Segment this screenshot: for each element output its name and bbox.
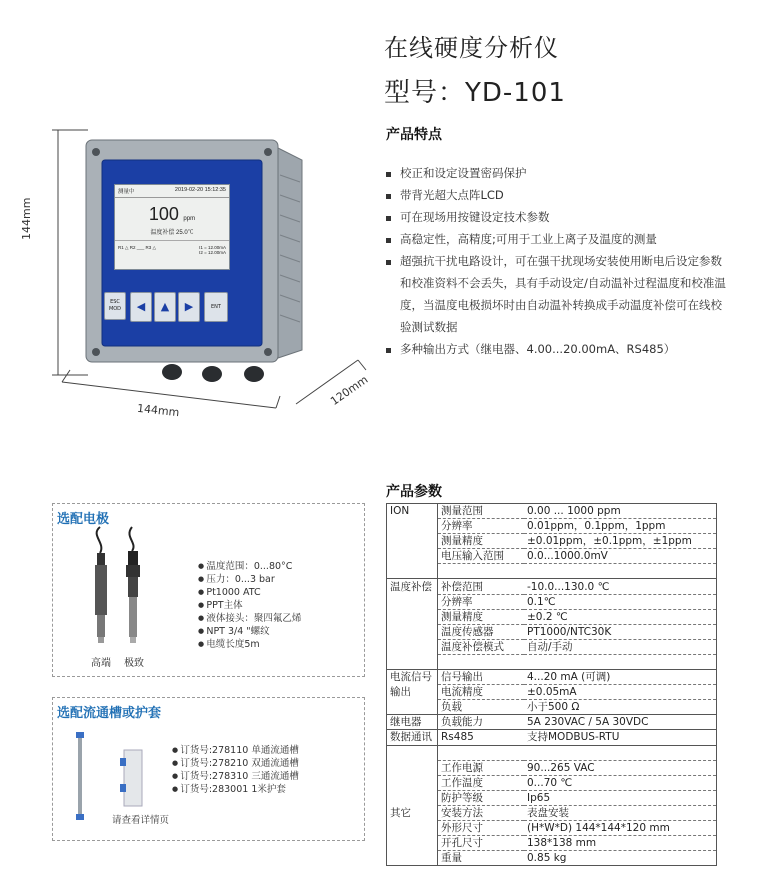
param-name bbox=[438, 745, 525, 760]
dim-width-label: 144mm bbox=[136, 401, 181, 420]
param-value: 138*138 mm bbox=[524, 836, 717, 851]
electrode-spec: ● Pt1000 ATC bbox=[198, 586, 301, 599]
param-value: 0.0...1000.0mV bbox=[524, 549, 717, 564]
features-heading: 产品特点 bbox=[386, 127, 442, 143]
flow-item: ● 订货号:278110 单通流通槽 bbox=[172, 744, 299, 757]
param-value: 0.1℃ bbox=[524, 594, 717, 609]
param-category: 输出 bbox=[387, 685, 438, 700]
param-row bbox=[387, 715, 717, 730]
features-list bbox=[386, 162, 726, 360]
param-category bbox=[387, 639, 438, 654]
param-name: 防护等级 bbox=[438, 790, 525, 805]
param-value: 自动/手动 bbox=[524, 639, 717, 654]
param-category bbox=[387, 790, 438, 805]
electrode-specs bbox=[198, 560, 301, 651]
left-button[interactable]: ◀ bbox=[130, 292, 152, 322]
param-value: 0...70 ℃ bbox=[524, 775, 717, 790]
param-name: 电压输入范围 bbox=[438, 549, 525, 564]
param-value bbox=[524, 745, 717, 760]
ent-button[interactable]: ENT bbox=[204, 292, 228, 322]
electrode-label-b: 极致 bbox=[124, 658, 144, 669]
param-name: 温度补偿模式 bbox=[438, 639, 525, 654]
right-button[interactable]: ▶ bbox=[178, 292, 200, 322]
param-row bbox=[387, 836, 717, 851]
feature-item: 高稳定性，高精度;可用于工业上离子及温度的测量 bbox=[386, 228, 726, 250]
lcd-datetime: 2019-02-20 15:12:35 bbox=[174, 187, 226, 193]
param-category bbox=[387, 609, 438, 624]
param-name: 外形尺寸 bbox=[438, 820, 525, 835]
param-name: 安装方法 bbox=[438, 805, 525, 820]
electrode-spec: ● 压力：0...3 bar bbox=[198, 573, 301, 586]
param-row bbox=[387, 519, 717, 534]
param-row bbox=[387, 760, 717, 775]
param-row bbox=[387, 685, 717, 700]
param-row bbox=[387, 534, 717, 549]
param-value: 支持MODBUS-RTU bbox=[524, 730, 717, 745]
param-name: 负载能力 bbox=[438, 715, 525, 730]
param-name: 工作电源 bbox=[438, 760, 525, 775]
param-row bbox=[387, 654, 717, 669]
param-name: 负载 bbox=[438, 700, 525, 715]
param-name: 分辨率 bbox=[438, 594, 525, 609]
dim-height-label: 144mm bbox=[20, 197, 33, 240]
param-row bbox=[387, 549, 717, 564]
electrode-spec: ● PPT主体 bbox=[198, 599, 301, 612]
product-title: 在线硬度分析仪 bbox=[384, 34, 559, 62]
param-category bbox=[387, 594, 438, 609]
flow-item: ● 订货号:283001 1米护套 bbox=[172, 783, 299, 796]
param-value: ±0.2 ℃ bbox=[524, 609, 717, 624]
param-category: 继电器 bbox=[387, 715, 438, 730]
param-value: ±0.05mA bbox=[524, 685, 717, 700]
flow-item: ● 订货号:278310 三通流通槽 bbox=[172, 770, 299, 783]
param-value: 0.00 ... 1000 ppm bbox=[524, 504, 717, 519]
param-row bbox=[387, 670, 717, 685]
param-row bbox=[387, 730, 717, 745]
param-name: 电流精度 bbox=[438, 685, 525, 700]
param-row bbox=[387, 745, 717, 760]
flow-cell-illustration bbox=[70, 728, 160, 824]
param-value: ±0.01ppm，±0.1ppm，±1ppm bbox=[524, 534, 717, 549]
electrode-title: 选配电极 bbox=[57, 512, 110, 527]
param-name: 分辨率 bbox=[438, 519, 525, 534]
lcd-screen bbox=[114, 184, 230, 270]
param-value: -10.0...130.0 ℃ bbox=[524, 579, 717, 594]
param-category bbox=[387, 564, 438, 579]
param-name: 信号输出 bbox=[438, 670, 525, 685]
param-row bbox=[387, 775, 717, 790]
flow-note: 请查看详情页 bbox=[112, 815, 170, 826]
param-category bbox=[387, 745, 438, 760]
param-row bbox=[387, 700, 717, 715]
lcd-out1: I1 = 12.00mA bbox=[199, 245, 226, 250]
esc-mod-button[interactable]: ESC MOD bbox=[104, 292, 126, 320]
param-row bbox=[387, 790, 717, 805]
param-name: 测量精度 bbox=[438, 534, 525, 549]
param-row bbox=[387, 851, 717, 866]
param-row bbox=[387, 609, 717, 624]
param-value: 90...265 VAC bbox=[524, 760, 717, 775]
feature-item: 多种输出方式（继电器、4.00...20.00mA、RS485） bbox=[386, 338, 726, 360]
flow-items bbox=[172, 744, 299, 796]
lcd-value: 100 bbox=[148, 204, 179, 224]
params-table bbox=[386, 503, 717, 866]
param-name: 重量 bbox=[438, 851, 525, 866]
param-category bbox=[387, 820, 438, 835]
param-row bbox=[387, 805, 717, 820]
param-value bbox=[524, 564, 717, 579]
param-value: PT1000/NTC30K bbox=[524, 624, 717, 639]
lcd-temp-label: 温度补偿 bbox=[150, 230, 175, 236]
param-category bbox=[387, 700, 438, 715]
param-row bbox=[387, 564, 717, 579]
param-name: 工作温度 bbox=[438, 775, 525, 790]
param-value: Ip65 bbox=[524, 790, 717, 805]
param-row bbox=[387, 639, 717, 654]
param-name: 开孔尺寸 bbox=[438, 836, 525, 851]
param-name: 补偿范围 bbox=[438, 579, 525, 594]
param-category: 数据通讯 bbox=[387, 730, 438, 745]
param-row bbox=[387, 579, 717, 594]
lcd-status: 测量中 bbox=[118, 189, 135, 195]
param-category bbox=[387, 549, 438, 564]
param-category bbox=[387, 534, 438, 549]
feature-item: 校正和设定设置密码保护 bbox=[386, 162, 726, 184]
param-category bbox=[387, 851, 438, 866]
param-category bbox=[387, 519, 438, 534]
param-value: 小于500 Ω bbox=[524, 700, 717, 715]
product-model: 型号：YD-101 bbox=[384, 78, 566, 108]
param-category bbox=[387, 775, 438, 790]
electrode-label-a: 高端 bbox=[91, 658, 111, 669]
feature-item: 可在现场用按键设定技术参数 bbox=[386, 206, 726, 228]
electrode-spec: ● 电缆长度5m bbox=[198, 638, 301, 651]
electrode-spec: ● 温度范围：0...80°C bbox=[198, 560, 301, 573]
param-value: (H*W*D) 144*144*120 mm bbox=[524, 820, 717, 835]
electrode-illustration bbox=[80, 525, 160, 655]
param-name: Rs485 bbox=[438, 730, 525, 745]
flow-title: 选配流通槽或护套 bbox=[57, 706, 162, 721]
param-category: ION bbox=[387, 504, 438, 519]
param-value: 0.01ppm，0.1ppm，1ppm bbox=[524, 519, 717, 534]
param-row bbox=[387, 624, 717, 639]
param-value: 5A 230VAC / 5A 30VDC bbox=[524, 715, 717, 730]
electrode-spec: ● NPT 3/4 "螺纹 bbox=[198, 625, 301, 638]
device-illustration bbox=[40, 120, 380, 430]
dim-depth-label: 120mm bbox=[328, 373, 371, 408]
param-category: 温度补偿 bbox=[387, 579, 438, 594]
lcd-out2: I2 = 12.00mA bbox=[199, 250, 226, 255]
up-button[interactable]: ▲ bbox=[154, 292, 176, 322]
param-value: 表盘安装 bbox=[524, 805, 717, 820]
param-value: 4...20 mA (可调) bbox=[524, 670, 717, 685]
param-category bbox=[387, 624, 438, 639]
param-category bbox=[387, 760, 438, 775]
param-row bbox=[387, 820, 717, 835]
param-category bbox=[387, 654, 438, 669]
lcd-temp-value: 25.0℃ bbox=[176, 230, 194, 236]
param-category: 其它 bbox=[387, 805, 438, 820]
param-name bbox=[438, 564, 525, 579]
param-row bbox=[387, 504, 717, 519]
param-name: 测量范围 bbox=[438, 504, 525, 519]
param-name: 温度传感器 bbox=[438, 624, 525, 639]
param-category bbox=[387, 836, 438, 851]
param-name bbox=[438, 654, 525, 669]
lcd-unit: ppm bbox=[183, 216, 196, 222]
electrode-spec: ● 液体接头：聚四氟乙烯 bbox=[198, 612, 301, 625]
param-category: 电流信号 bbox=[387, 670, 438, 685]
feature-item: 带背光超大点阵LCD bbox=[386, 184, 726, 206]
flow-item: ● 订货号:278210 双通流通槽 bbox=[172, 757, 299, 770]
param-name: 测量精度 bbox=[438, 609, 525, 624]
param-value: 0.85 kg bbox=[524, 851, 717, 866]
param-value bbox=[524, 654, 717, 669]
param-row bbox=[387, 594, 717, 609]
feature-item: 超强抗干扰电路设计，可在强干扰现场安装使用断电后设定参数和校准资料不会丢失，具有手动设定/自动温补过程温度和校准温度，当温度电极损坏时由自动温补转换成手动温度补偿可在线校验测试数据 bbox=[386, 250, 726, 338]
params-heading: 产品参数 bbox=[386, 484, 442, 500]
lcd-relays: R1 △ R2 ___ R3 △ bbox=[118, 245, 156, 250]
